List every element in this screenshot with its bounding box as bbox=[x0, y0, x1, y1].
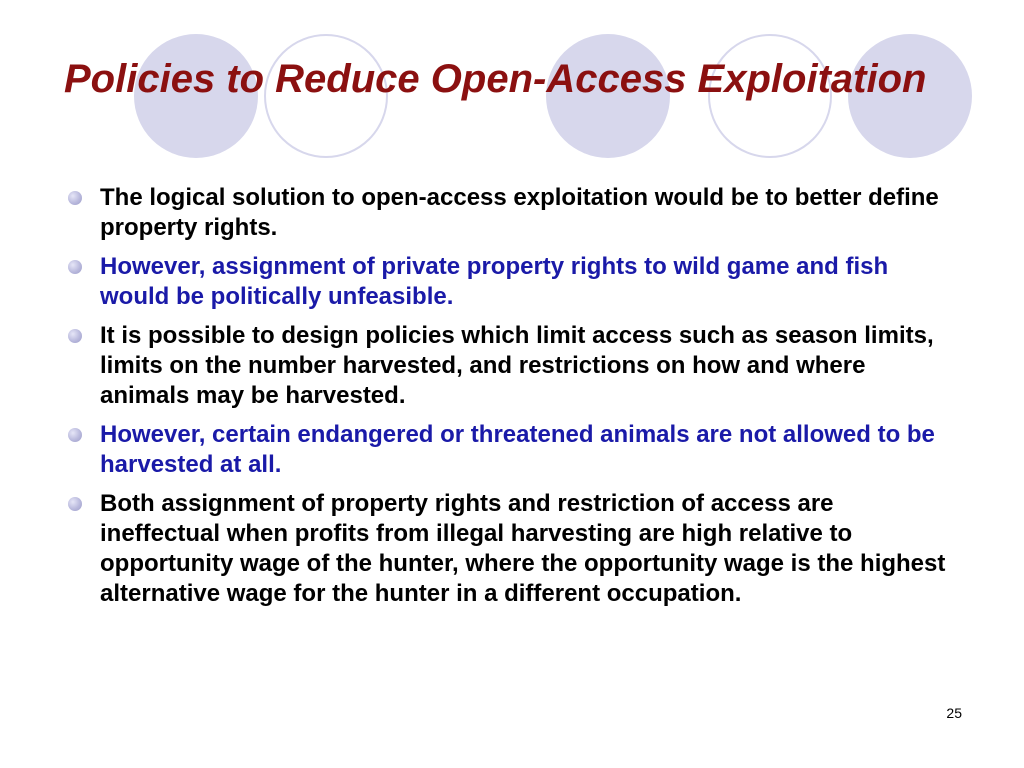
slide-title: Policies to Reduce Open-Access Exploitation bbox=[64, 57, 927, 101]
bullet-item bbox=[68, 183, 958, 243]
bullet-item bbox=[68, 321, 958, 411]
bullet-text: It is possible to design policies which limit access such as season limits, limits on the number harvested, and restrictions on how and where animals may be harvested. bbox=[100, 322, 934, 409]
bullet-text: The logical solution to open-access exploitation would be to better define property rights. bbox=[100, 184, 939, 241]
bullet-dot-icon bbox=[68, 191, 82, 205]
page-number: 25 bbox=[946, 705, 962, 721]
bullet-list bbox=[68, 183, 958, 618]
bullet-dot-icon bbox=[68, 497, 82, 511]
bullet-dot-icon bbox=[68, 329, 82, 343]
bullet-text: Both assignment of property rights and restriction of access are ineffectual when profits from illegal harvesting are high relative to opportunity wage of the hunter, where the opportunity wage is the highest alternative wage for the hunter in a different occupation. bbox=[100, 490, 946, 607]
bullet-text: However, certain endangered or threatened animals are not allowed to be harvested at all. bbox=[100, 421, 935, 478]
bullet-dot-icon bbox=[68, 260, 82, 274]
bullet-item bbox=[68, 252, 958, 312]
bullet-item bbox=[68, 489, 958, 609]
bullet-dot-icon bbox=[68, 428, 82, 442]
bullet-text: However, assignment of private property rights to wild game and fish would be politically unfeasible. bbox=[100, 253, 889, 310]
bullet-item bbox=[68, 420, 958, 480]
